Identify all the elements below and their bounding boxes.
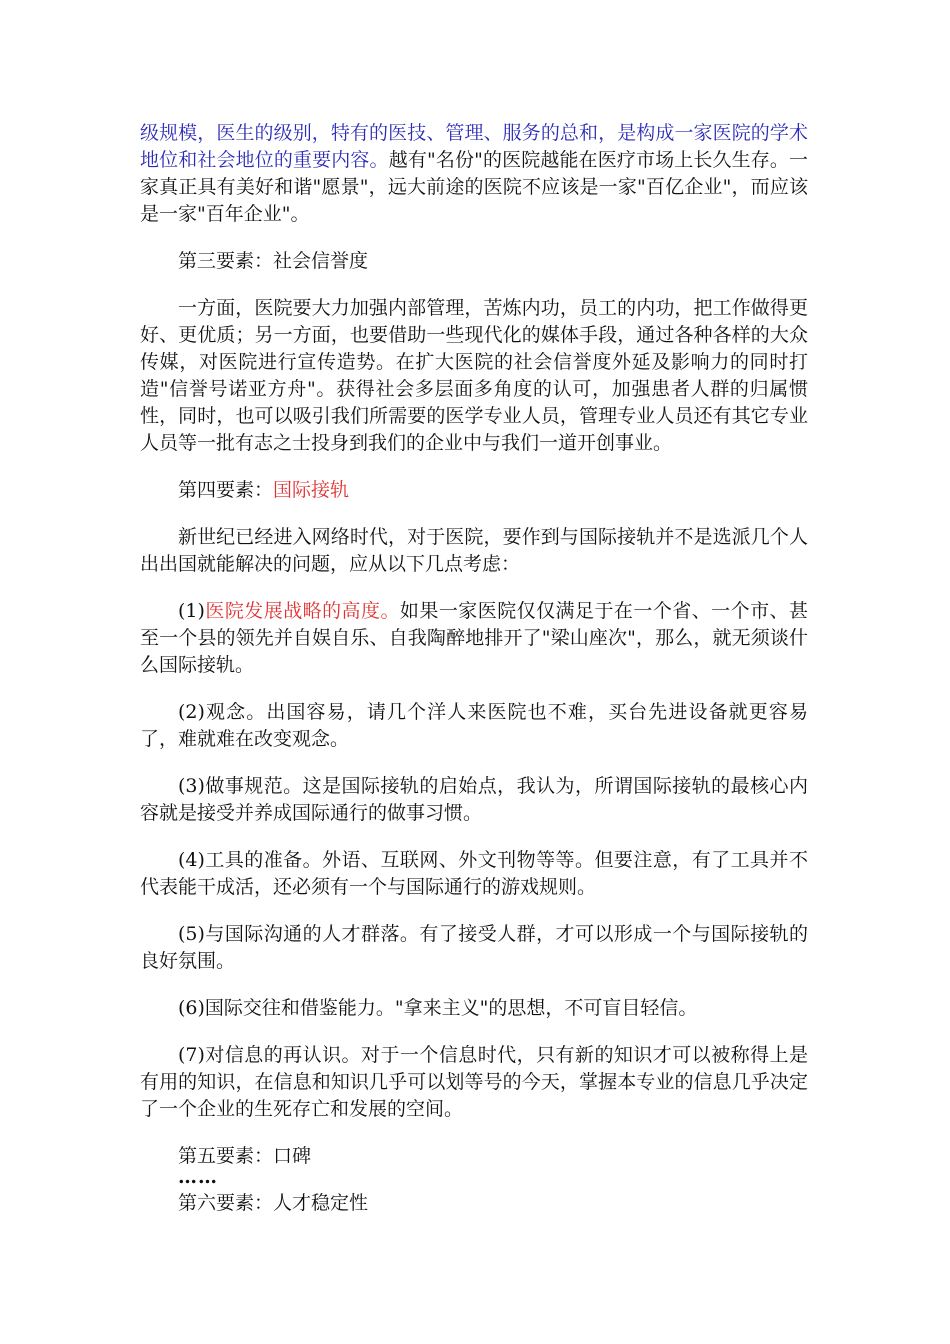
point-7: (7)对信息的再认识。对于一个信息时代，只有新的知识才可以被称得上是有用的知识，在信息和知识几乎可以划等号的今天，掌握本专业的信息几乎决定了一个企业的生死存亡和发展的空间。 (140, 1044, 808, 1120)
element4-intro: 新世纪已经进入网络时代，对于医院，要作到与国际接轨并不是选派几个人出出国就能解决的问题，应从以下几点考虑： (140, 526, 808, 575)
point-1 (140, 598, 808, 679)
element4-heading (140, 477, 808, 504)
element3-body: 一方面，医院要大力加强内部管理，苦炼内功，员工的内功，把工作做得更好、更优质；另一方面，也要借助一些现代化的媒体手段，通过各种各样的大众传媒，对医院进行宣传造势。在扩大医院的社会信誉度外延及影响力的同时打造"信誉号诺亚方舟"。获得社会多层面多角度的认可，加强患者人群的归属惯性，同时，也可以吸引我们所需要的医学专业人员，管理专业人员还有其它专业人员等一批有志之士投身到我们的企业中与我们一道开创事业。 (140, 297, 808, 454)
ellipsis-text: …… (178, 1166, 218, 1188)
point-4: (4)工具的准备。外语、互联网、外文刊物等等。但要注意，有了工具并不代表能干成活，还必须有一个与国际通行的游戏规则。 (140, 849, 808, 898)
element4-heading-prefix: 第四要素： (178, 479, 274, 501)
element3-heading: 第三要素：社会信誉度 (178, 250, 369, 272)
point-1-highlight: 医院发展战略的高度。 (204, 600, 400, 622)
element6-heading: 第六要素：人才稳定性 (178, 1192, 369, 1214)
document-page (140, 120, 808, 1217)
intro-rest-text: 越有"名份"的医院越能在医疗市场上长久生存。一家真正具有美好和谐"愿景"，远大前途的医院不应该是一家"百亿企业"，而应该是一家"百年企业"。 (140, 149, 808, 225)
point-2: (2)观念。出国容易，请几个洋人来医院也不难，买台先进设备就更容易了，难就难在改变观念。 (140, 701, 808, 750)
point-6: (6)国际交往和借鉴能力。"拿来主义"的思想，不可盲目轻信。 (178, 997, 698, 1019)
intro-paragraph (140, 120, 808, 228)
point-1-text: 如果一家医院仅仅满足于在一个省、一个市、甚至一个县的领先并自娱自乐、自我陶醉地排开了"梁山座次"，那么，就无须谈什么国际接轨。 (140, 600, 808, 676)
element5-heading: 第五要素：口碑 (178, 1145, 312, 1167)
point-3: (3)做事规范。这是国际接轨的启始点，我认为，所谓国际接轨的最核心内容就是接受并养成国际通行的做事习惯。 (140, 775, 808, 824)
element4-heading-highlight: 国际接轨 (273, 479, 350, 501)
intro-highlight-text: 级规模，医生的级别，特有的医技、管理、服务的总和，是构成一家医院的学术地位和社会地位的重要内容。 (140, 122, 808, 171)
point-5: (5)与国际沟通的人才群落。有了接受人群，才可以形成一个与国际接轨的良好氛围。 (140, 923, 808, 972)
point-1-number: (1) (178, 600, 205, 622)
